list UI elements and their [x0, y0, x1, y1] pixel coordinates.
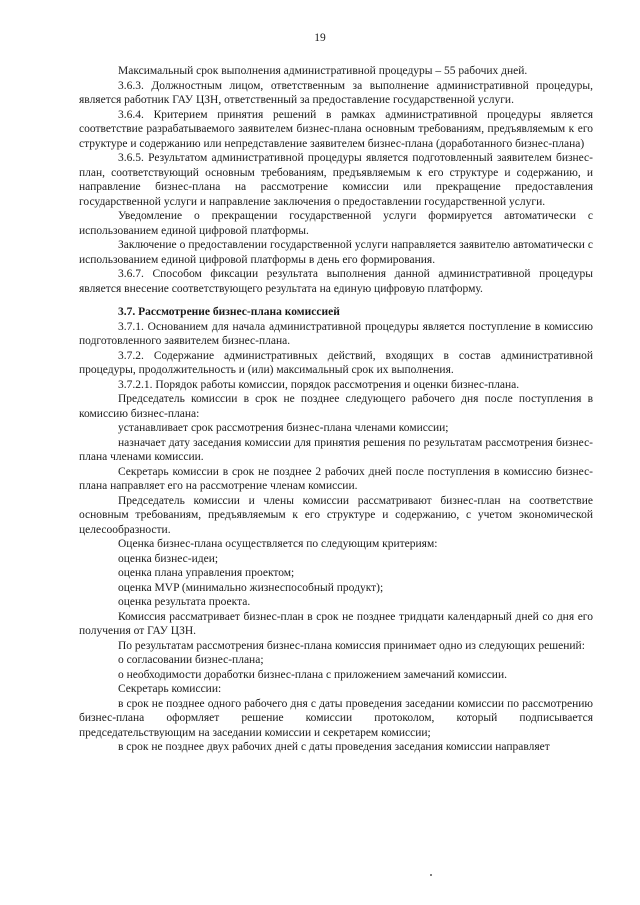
paragraph: 3.6.7. Способом фиксации результата выполнения данной административной процедуры является внесение соответствующего результата на единую цифровую платформу.: [79, 268, 593, 295]
paragraph: Заключение о предоставлении государственной услуги направляется заявителю автоматически с использованием единой цифровой платформы в день его формирования.: [79, 239, 593, 266]
list-item: оценка результата проекта.: [118, 596, 251, 608]
document-body: [79, 64, 593, 755]
list-item: о согласовании бизнес-плана;: [118, 654, 264, 666]
section-heading: 3.7. Рассмотрение бизнес-плана комиссией: [118, 306, 340, 318]
paragraph: 3.6.3. Должностным лицом, ответственным за выполнение административной процедуры, является работник ГАУ ЦЗН, ответственный за предоставление государственной услуги.: [79, 79, 593, 106]
paragraph: 3.7.2.1. Порядок работы комиссии, порядок рассмотрения и оценки бизнес-плана.: [118, 378, 520, 391]
paragraph: Председатель комиссии и члены комиссии рассматривают бизнес-план на соответствие основным требованиям, предъявляемым к его структуре и содержанию, с учетом экономической целесообразности.: [79, 494, 593, 536]
paragraph: Комиссия рассматривает бизнес-план в срок не позднее тридцати календарный дней со дня его получения от ГАУ ЦЗН.: [79, 610, 593, 637]
paragraph: Максимальный срок выполнения административной процедуры – 55 рабочих дней.: [118, 65, 528, 77]
list-item: о необходимости доработки бизнес-плана с приложением замечаний комиссии.: [118, 668, 507, 681]
paragraph: 3.7.1. Основанием для начала административной процедуры является поступление в комиссию подготовленного заявителем бизнес-плана.: [79, 320, 593, 347]
paragraph: Оценка бизнес-плана осуществляется по следующим критериям:: [118, 538, 438, 550]
list-item: назначает дату заседания комиссии для принятия решения по результатам рассмотрения бизнес-плана членами комиссии.: [79, 436, 593, 463]
paragraph: Уведомление о прекращении государственной услуги формируется автоматически с использованием единой цифровой платформы.: [79, 210, 593, 237]
scan-speck: [430, 874, 432, 876]
paragraph: По результатам рассмотрения бизнес-плана комиссия принимает одно из следующих решений:: [118, 639, 585, 652]
paragraph: 3.7.2. Содержание административных действий, входящих в состав административной процедуры, продолжительность и (или) максимальный срок их выполнения.: [79, 349, 593, 376]
paragraph: Секретарь комиссии в срок не позднее 2 рабочих дней после поступления в комиссию бизнес-плана направляет его на рассмотрение членам комиссии.: [79, 465, 593, 492]
paragraph: 3.6.4. Критерием принятия решений в рамках административной процедуры является соответствие разрабатываемого заявителем бизнес-плана основным требованиям, предъявляемым к его структуре и содержанию или непредставление заявителем бизнес-плана (доработанного бизнес-плана): [79, 108, 593, 150]
paragraph: Секретарь комиссии:: [118, 683, 222, 695]
list-item: оценка плана управления проектом;: [118, 567, 295, 579]
list-item: в срок не позднее одного рабочего дня с даты проведения заседании комиссии по рассмотрению бизнес-плана оформляет решение комиссии протоколом, который подписывается председательствующим на заседании комиссии и секретарем комиссии;: [79, 697, 593, 739]
list-item: оценка MVP (минимально жизнеспособный продукт);: [118, 581, 384, 594]
list-item: устанавливает срок рассмотрения бизнес-плана членами комиссии;: [118, 422, 449, 434]
list-item: в срок не позднее двух рабочих дней с даты проведения заседания комиссии направляет: [118, 741, 550, 753]
paragraph: Председатель комиссии в срок не позднее следующего рабочего дня после поступления в комиссию бизнес-плана:: [79, 393, 593, 420]
list-item: оценка бизнес-идеи;: [118, 552, 219, 565]
paragraph: 3.6.5. Результатом административной процедуры является подготовленный заявителем бизнес-план, соответствующий основным требованиям, предъявляемым к его структуре и содержанию, и направление бизнес-плана на рассмотрение комиссии или прекращение предоставления государственной услуги и направление заключения о предоставлении государственной услуги.: [79, 152, 593, 208]
page-number: 19: [314, 32, 326, 44]
